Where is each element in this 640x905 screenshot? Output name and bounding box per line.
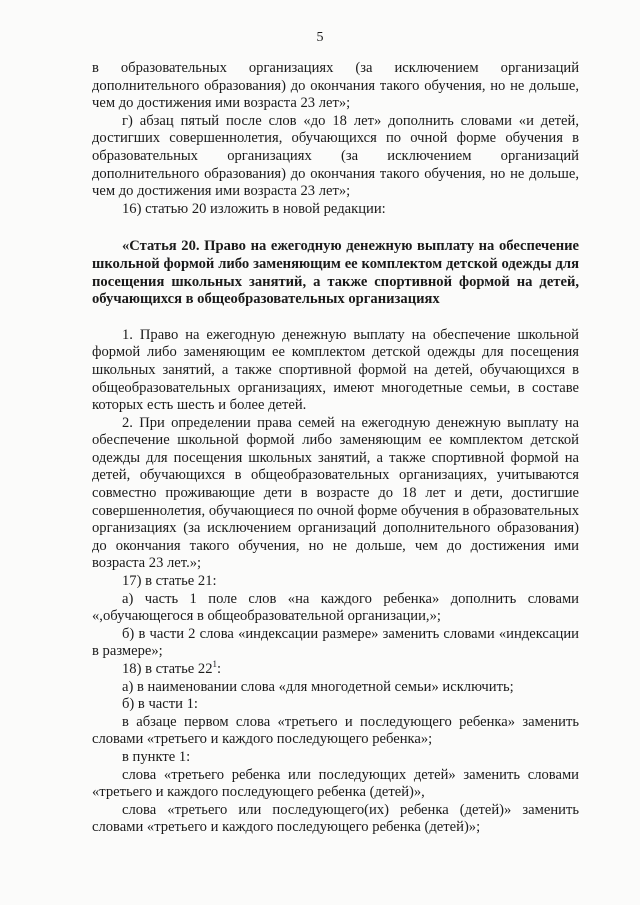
- paragraph: г) абзац пятый после слов «до 18 лет» дополнить словами «и детей, достигших совершеннолетия, обучающихся по очной форме обучения в образовательных организациях (за исключением организаций дополнительного образования) до окончания такого обучения, но не дольше, чем до достижения ими возраста 23 лет»;: [92, 112, 579, 200]
- paragraph: 17) в статье 21:: [122, 573, 217, 590]
- article-heading: «Статья 20. Право на ежегодную денежную выплату на обеспечение школьной формой либо заменяющим ее комплектом детской одежды для посещения школьных занятий, а также спортивной формой на детей, обучающихся в общеобразовательных организациях: [92, 238, 579, 308]
- paragraph: в образовательных организациях (за исключением организаций дополнительного образования) до окончания такого обучения, но не дольше, чем до достижения ими возраста 23 лет»;: [92, 60, 579, 112]
- paragraph: 16) статью 20 изложить в новой редакции:: [122, 200, 386, 217]
- paragraph: а) часть 1 поле слов «на каждого ребенка» дополнить словами «,обучающегося в общеобразовательной организации,»;: [92, 590, 579, 625]
- document-body: [92, 60, 579, 837]
- paragraph: слова «третьего или последующего(их) ребенка (детей)» заменить словами «третьего и каждого последующего ребенка (детей)»;: [92, 801, 579, 836]
- paragraph: 2. При определении права семей на ежегодную денежную выплату на обеспечение школьной формой либо заменяющим ее комплектом детской одежды для посещения школьных занятий, а также спортивной формой на детей, обучающихся в общеобразовательных организациях, учитываются совместно проживающие дети в возрасте до 18 лет и дети, достигшие совершеннолетия, обучающиеся по очной форме обучения в образовательных организациях (за исключением организаций дополнительного образования) до окончания такого обучения, но не дольше, чем до достижения ими возраста 23 лет.»;: [92, 414, 579, 572]
- paragraph-tail: :: [217, 661, 222, 677]
- paragraph: 1. Право на ежегодную денежную выплату на обеспечение школьной формой либо заменяющим ее комплектом детской одежды для посещения школьных занятий, а также спортивной формой на детей, обучающихся в общеобразовательных организациях, имеют многодетные семьи, в составе которых есть шесть и более детей.: [92, 326, 579, 414]
- page-number: 5: [316, 30, 324, 45]
- paragraph: слова «третьего ребенка или последующих детей» заменить словами «третьего и каждого последующего ребенка (детей)»,: [92, 766, 579, 801]
- paragraph: б) в части 2 слова «индексации размере» заменить словами «индексации в размере»;: [92, 625, 579, 660]
- paragraph: [92, 661, 579, 679]
- paragraph-text: 18) в статье 22: [122, 661, 213, 677]
- paragraph: б) в части 1:: [122, 696, 198, 713]
- paragraph: а) в наименовании слова «для многодетной семьи» исключить;: [122, 678, 514, 695]
- paragraph: в пункте 1:: [122, 748, 191, 765]
- superscript: 1: [212, 659, 218, 670]
- paragraph: в абзаце первом слова «третьего и последующего ребенка» заменить словами «третьего и каждого последующего ребенка»;: [92, 713, 579, 748]
